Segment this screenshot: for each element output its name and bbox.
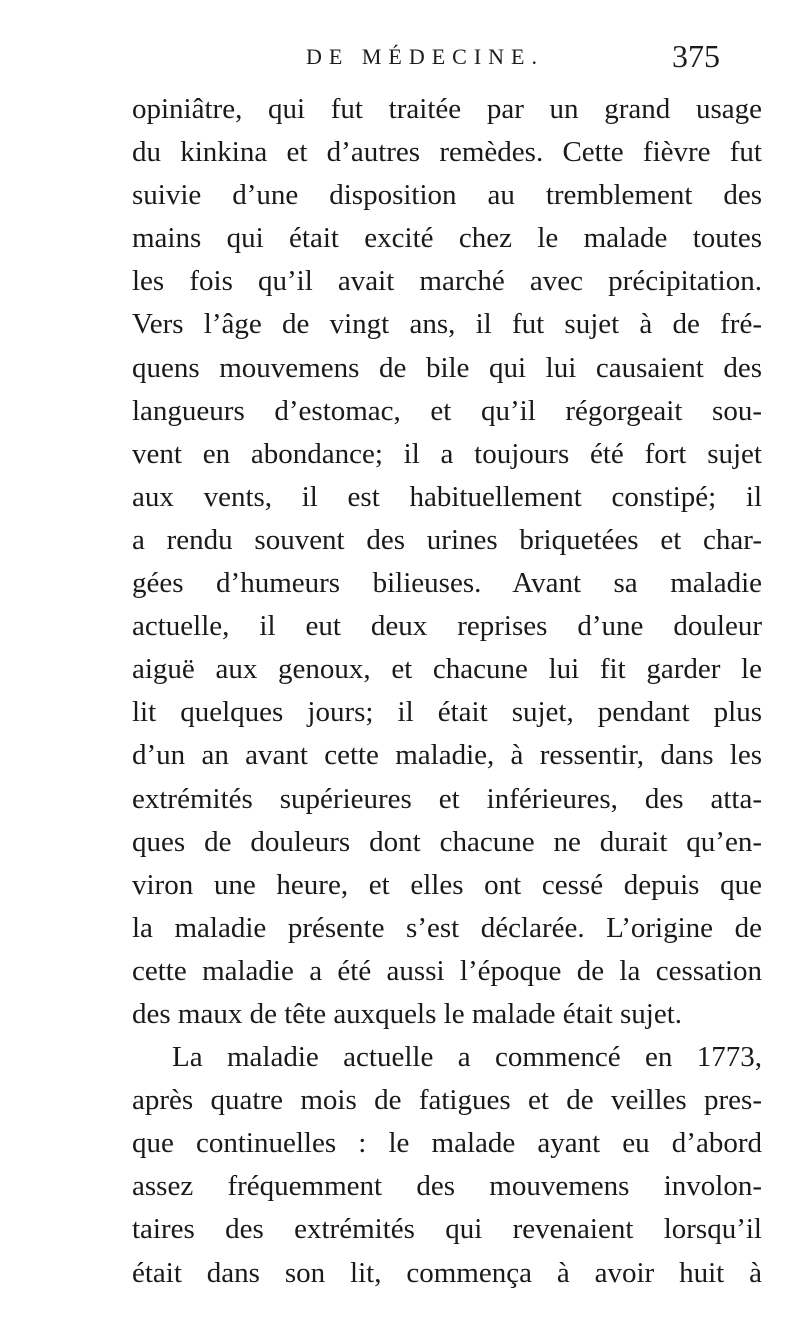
text-line: la maladie présente s’est déclarée. L’origine de xyxy=(132,911,762,944)
text-line: extrémités supérieures et inférieures, des atta- xyxy=(132,782,762,815)
text-line: viron une heure, et elles ont cessé depuis que xyxy=(132,868,762,901)
text-line: après quatre mois de fatigues et de veilles pres- xyxy=(132,1084,762,1117)
text-line: a rendu souvent des urines briquetées et char- xyxy=(132,523,762,556)
text-line: ques de douleurs dont chacune ne durait qu’en- xyxy=(132,825,762,858)
text-line: d’un an avant cette maladie, à ressentir, dans les xyxy=(132,739,762,772)
body-text xyxy=(132,88,762,1295)
paragraph-1 xyxy=(132,88,762,1036)
text-line: que continuelles : le malade ayant eu d’abord xyxy=(132,1127,762,1160)
text-line: Vers l’âge de vingt ans, il fut sujet à de fré- xyxy=(132,308,762,341)
text-line: lit quelques jours; il était sujet, pendant plus xyxy=(132,696,762,729)
text-line: La maladie actuelle a commencé en 1773, xyxy=(172,1041,762,1074)
paragraph-2 xyxy=(132,1036,762,1295)
text-line: opiniâtre, qui fut traitée par un grand usage xyxy=(132,93,762,125)
text-line: vent en abondance; il a toujours été fort sujet xyxy=(132,437,762,470)
text-line: les fois qu’il avait marché avec précipitation. xyxy=(132,265,762,298)
page-number: 375 xyxy=(672,38,720,74)
text-line: quens mouvemens de bile qui lui causaient des xyxy=(132,351,762,384)
text-line: du kinkina et d’autres remèdes. Cette fièvre fut xyxy=(132,136,762,169)
text-line: taires des extrémités qui revenaient lorsqu’il xyxy=(132,1213,762,1246)
text-line: cette maladie a été aussi l’époque de la cessation xyxy=(132,954,762,987)
text-line: suivie d’une disposition au tremblement des xyxy=(132,179,762,212)
text-line: aiguë aux genoux, et chacune lui fit garder le xyxy=(132,653,762,686)
text-line: langueurs d’estomac, et qu’il régorgeait sou- xyxy=(132,394,762,427)
running-head-title: DE MÉDECINE. xyxy=(306,44,544,69)
text-line: était dans son lit, commença à avoir huit à xyxy=(132,1256,762,1289)
text-line: mains qui était excité chez le malade toutes xyxy=(132,222,762,255)
running-head xyxy=(0,38,800,84)
text-line: des maux de tête auxquels le malade était sujet. xyxy=(132,997,682,1030)
text-line: aux vents, il est habituellement constipé; il xyxy=(132,480,762,513)
text-line: actuelle, il eut deux reprises d’une douleur xyxy=(132,610,762,643)
text-line: gées d’humeurs bilieuses. Avant sa maladie xyxy=(132,567,762,600)
text-line: assez fréquemment des mouvemens involon- xyxy=(132,1170,762,1203)
